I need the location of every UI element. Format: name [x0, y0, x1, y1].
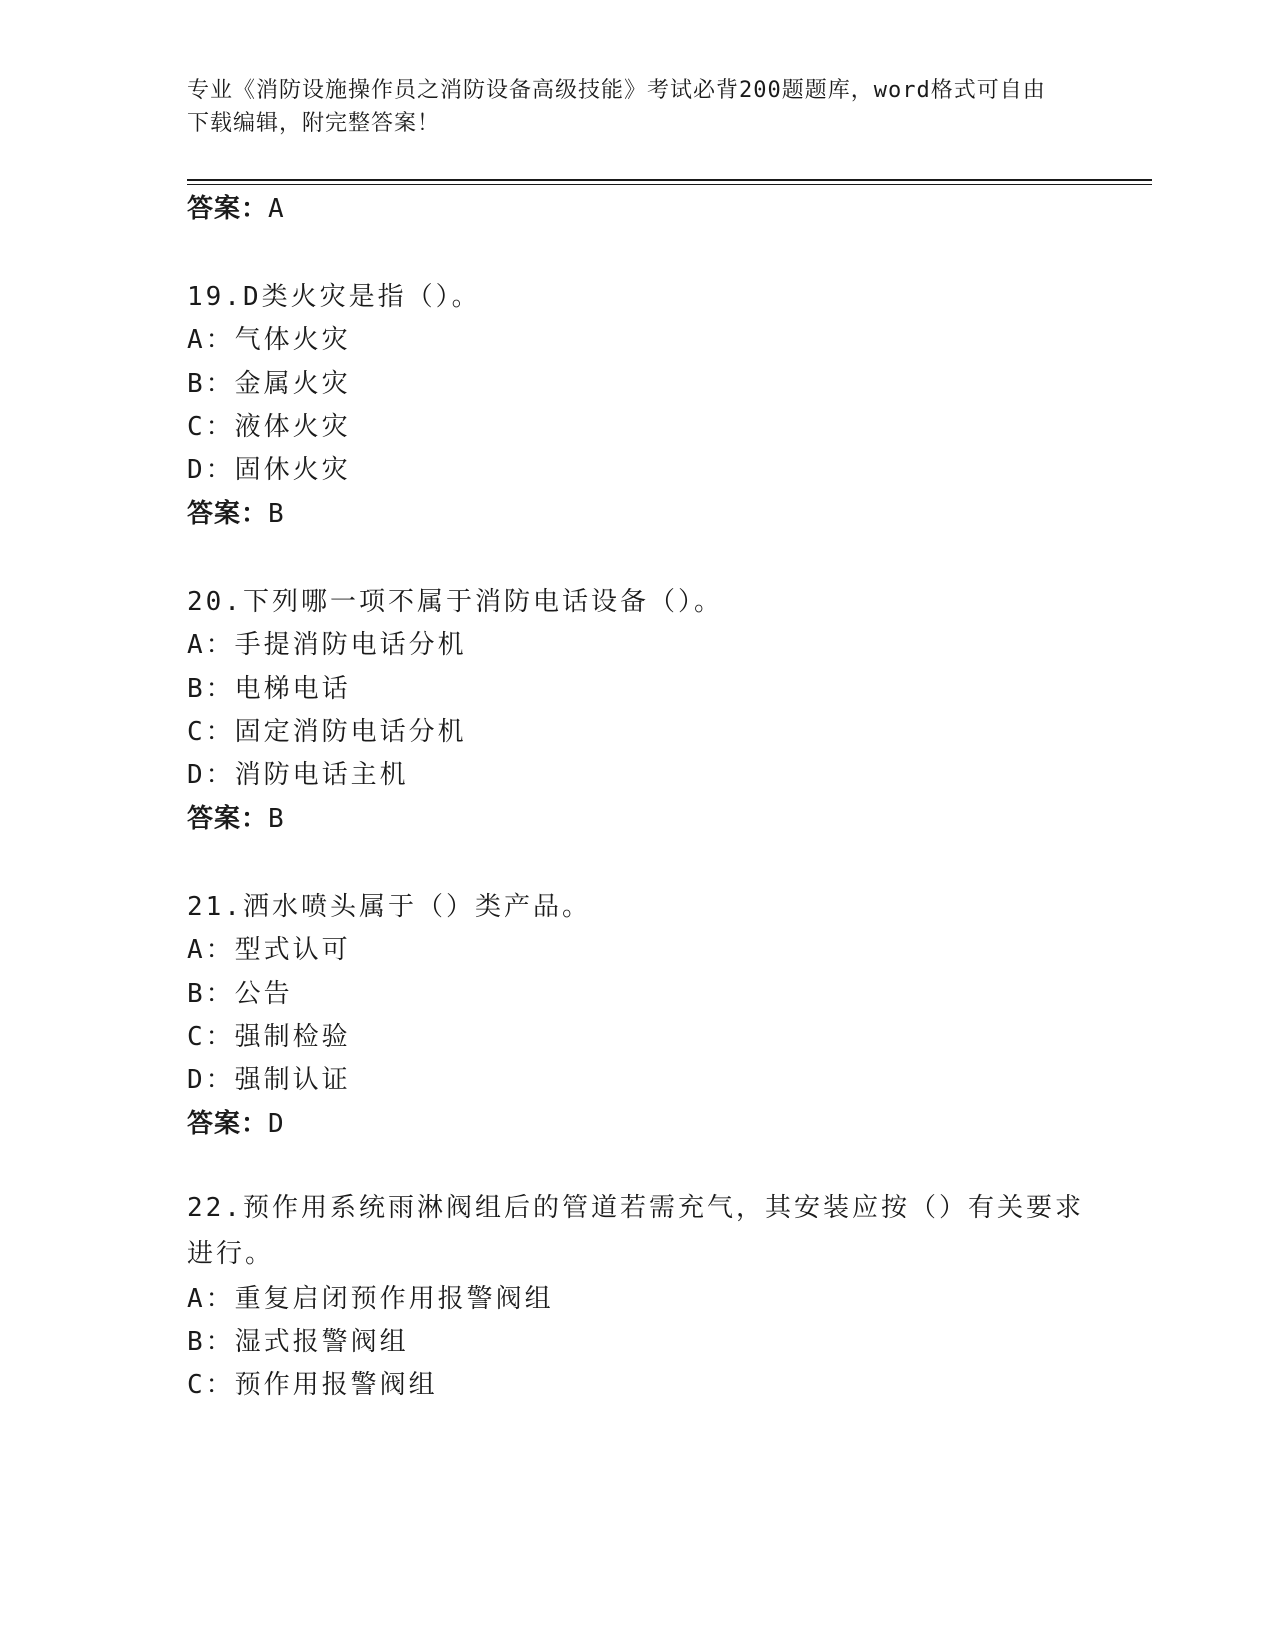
header-divider-thin: [187, 184, 1152, 185]
option-a: A：气体火灾: [187, 325, 351, 355]
option-d: D：固休火灾: [187, 455, 351, 485]
answer-value: A: [268, 194, 285, 224]
answer-line: [187, 497, 285, 531]
answer-line: [187, 802, 285, 836]
option-d: D：强制认证: [187, 1065, 351, 1095]
question-stem: 22.预作用系统雨淋阀组后的管道若需充气，其安装应按（）有关要求进行。: [187, 1193, 1084, 1269]
answer-value: B: [268, 499, 285, 529]
option-c: C：预作用报警阀组: [187, 1370, 438, 1400]
question-stem: 19.D类火灾是指（）。: [187, 282, 481, 312]
option-c: C：强制检验: [187, 1022, 351, 1052]
option-b: B：湿式报警阀组: [187, 1327, 409, 1357]
answer-label: 答案：: [187, 1109, 269, 1139]
page-header-text: 专业《消防设施操作员之消防设备高级技能》考试必背200题题库，word格式可自由下载编辑，附完整答案！: [187, 78, 1046, 136]
header-divider: [187, 179, 1152, 181]
option-b: B：金属火灾: [187, 369, 351, 399]
answer-line: [187, 192, 285, 226]
option-b: B：电梯电话: [187, 674, 351, 704]
option-c: C：固定消防电话分机: [187, 717, 467, 747]
option-a: A：型式认可: [187, 935, 351, 965]
answer-line: [187, 1107, 285, 1141]
answer-label: 答案：: [187, 804, 269, 834]
option-a: A：重复启闭预作用报警阀组: [187, 1284, 554, 1314]
option-c: C：液体火灾: [187, 412, 351, 442]
question-stem: 20.下列哪一项不属于消防电话设备（）。: [187, 587, 723, 617]
question-stem: 21.洒水喷头属于（）类产品。: [187, 892, 591, 922]
answer-label: 答案：: [187, 499, 269, 529]
option-b: B：公告: [187, 979, 293, 1009]
option-d: D：消防电话主机: [187, 760, 409, 790]
answer-value: D: [268, 1109, 285, 1139]
answer-label: 答案：: [187, 194, 269, 224]
option-a: A：手提消防电话分机: [187, 630, 467, 660]
answer-value: B: [268, 804, 285, 834]
